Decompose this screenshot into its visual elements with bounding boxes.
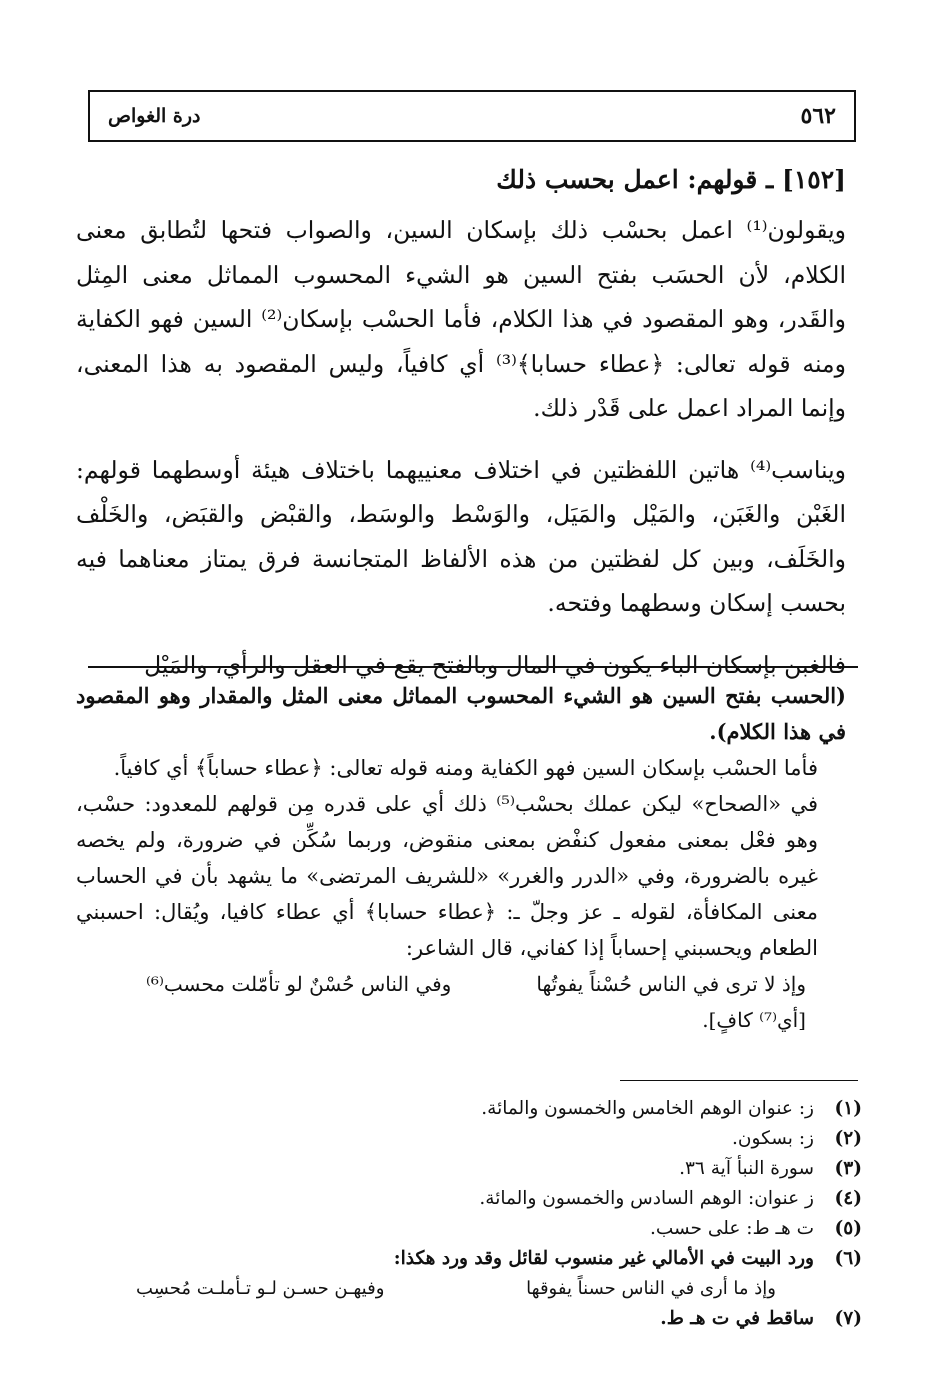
footnote-number: (٥) [834, 1218, 862, 1239]
commentary-lead: (الحسب بفتح السين هو الشيء المحسوب المماثل معنى المثل والمقدار وهو المقصود في هذا الكلام). [76, 683, 846, 744]
footnote-item [76, 1304, 862, 1334]
section-title: [١٥٢] ـ قولهم: اعمل بحسب ذلك [496, 165, 846, 194]
book-title: درة الغواص [108, 105, 201, 127]
verse-second-hemistich: وفي الناس حُسْنٌ لو تأمّلت محسب⁽⁶⁾ [146, 972, 452, 996]
footnote-number: (٧) [834, 1308, 862, 1329]
paragraph-1: ويقولون⁽¹⁾ اعمل بحسْب ذلك بإسكان السين، والصواب فتحها لتُطابق معنى الكلام، لأن الحسَب بفتح السين هو الشيء المحسوب المماثل معنى المِثل والقَدر، وهو المقصود في هذا الكلام، فأما الحسْب بإسكان⁽²⁾ السين فهو الكفاية ومنه قوله تعالى: ﴿عطاء حسابا﴾⁽³⁾ أي كافياً، وليس المقصود به هذا المعنى، وإنما المراد اعمل على قَدْر ذلك. [76, 216, 846, 422]
verse-note: [أي⁽⁷⁾ كافٍ]. [702, 1008, 806, 1032]
verse-first-hemistich: وإذ لا ترى في الناس حُسْناً يفوتُها [536, 972, 806, 996]
commentary-line-2: في «الصحاح» ليكن عملك بحسْب⁽⁵⁾ ذلك أي على قدره مِن قولهم للمعدود: حسْب، وهو فعْل بمعنى مفعول كنفْض بمعنى منقوض، وربما سُكِّن في ضرورة، ولم يخصه غيره بالضرورة، وفي «الدرر والغرر» «للشريف المرتضى» ما يشهد بأن في الحساب معنى المكافأة، لقوله ـ عز وجلّ ـ: ﴿عطاء حسابا﴾ أي عطاء كافيا، ويُقال: احسبني الطعام ويحسبني إحساباً إذا كفاني، قال الشاعر: [76, 792, 818, 960]
footnote-text: ورد البيت في الأمالي غير منسوب لقائل وقد ورد هكذا: [393, 1248, 814, 1269]
footnote-number: (٢) [834, 1128, 862, 1149]
commentary-line-1: فأما الحسْب بإسكان السين فهو الكفاية ومنه قوله تعالى: ﴿عطاء حساباً﴾ أي كافياً. [113, 756, 818, 780]
page-number: ٥٦٢ [800, 103, 836, 129]
paragraph-2: ويناسب⁽⁴⁾ هاتين اللفظتين في اختلاف معنييهما باختلاف هيئة أوسطهما قولهم: الغَبْن والغَبَن، والمَيْل والمَيَل، والوَسْط والوسَط، والقبْض والقبَض، والخَلْف والخَلَف، وبين كل لفظتين من هذه الألفاظ المتجانسة فرق يمتاز معناهما فيه بحسب إسكان وسطهما وفتحه. [76, 455, 846, 617]
footnote-number: (١) [834, 1098, 862, 1119]
footnote-item [76, 1184, 862, 1214]
footnote-item [76, 1094, 862, 1124]
main-text [76, 208, 846, 687]
footnote-text: ز عنوان: الوهم السادس والخمسون والمائة. [479, 1188, 814, 1209]
footnote-item [76, 1154, 862, 1184]
footnote-text: ساقط في ت هـ ط. [660, 1308, 814, 1329]
footnote-verse-second: وفيهـن حسـن لـو تـأملـت مُحسِب [136, 1278, 385, 1299]
commentary-section [76, 678, 846, 1038]
poem-verse [146, 966, 806, 1002]
footnote-number: (٦) [834, 1248, 862, 1269]
footnote-text: ت هـ ط: على حسب. [649, 1218, 814, 1239]
footnote-text: سورة النبأ آية ٣٦. [679, 1158, 814, 1179]
footnote-text: ز: بسكون. [732, 1128, 814, 1149]
footnote-number: (٤) [834, 1188, 862, 1209]
footnote-text: ز: عنوان الوهم الخامس والخمسون والمائة. [481, 1098, 814, 1119]
footnote-item [76, 1244, 862, 1274]
paragraph-3: فالغبن بإسكان الباء يكون في المال وبالفتح يقع في العقل والرأي، والمَيْل [144, 650, 846, 679]
footnotes [76, 1094, 862, 1334]
page-header [88, 90, 856, 142]
footnote-item [76, 1214, 862, 1244]
footnote-divider [620, 1080, 858, 1081]
footnote-verse-first: وإذ ما أرى في الناس حسناً يفوقها [526, 1278, 776, 1299]
footnote-verse [136, 1274, 776, 1304]
footnote-number: (٣) [834, 1158, 862, 1179]
footnote-item [76, 1124, 862, 1154]
commentary-divider [88, 666, 858, 668]
